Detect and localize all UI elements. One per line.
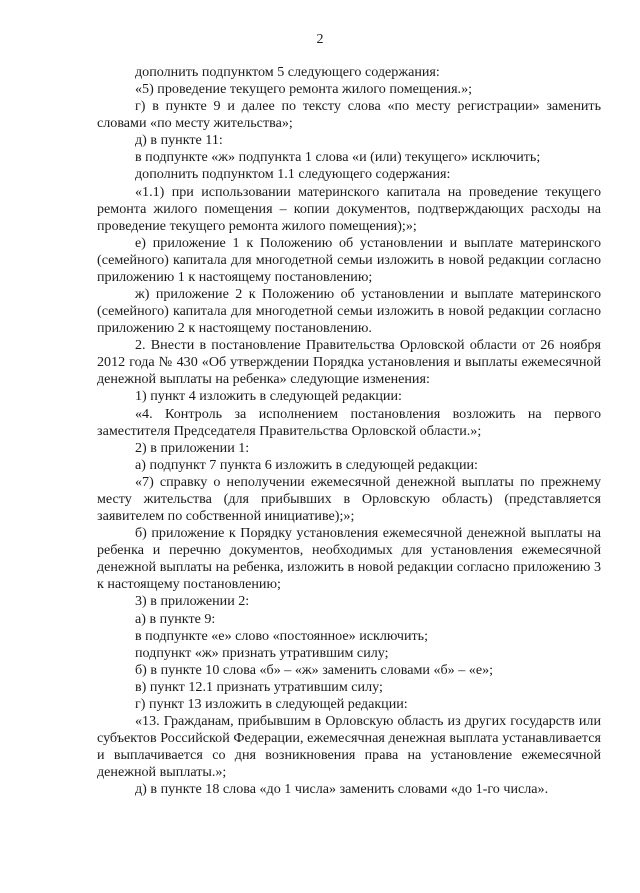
- paragraph-12: «4. Контроль за исполнением постановления возложить на первого заместителя Председателя Правительства Орловской области.»;: [97, 405, 601, 439]
- paragraph-16: б) приложение к Порядку установления ежемесячной денежной выплаты на ребенка и перечню документов, необходимых для установления ежемесячной денежной выплаты на ребенка, изложить в новой редакции согласно приложению 3 к настоящему постановлению;: [97, 525, 601, 593]
- paragraph-8: е) приложение 1 к Положению об установлении и выплате материнского (семейного) капитала для многодетной семьи изложить в новой редакции согласно приложению 1 к настоящему постановлению;: [97, 234, 601, 285]
- paragraph-10: 2. Внести в постановление Правительства Орловской области от 26 ноября 2012 года № 430 «Об утверждении Порядка установления и выплаты ежемесячной денежной выплаты на ребенка» следующие изменения:: [97, 337, 601, 388]
- paragraph-17: 3) в приложении 2:: [135, 593, 250, 610]
- document-body: [97, 64, 601, 798]
- paragraph-20: подпункт «ж» признать утратившим силу;: [135, 644, 389, 661]
- paragraph-23: г) пункт 13 изложить в следующей редакции:: [135, 695, 408, 712]
- paragraph-1: дополнить подпунктом 5 следующего содержания:: [135, 64, 440, 80]
- paragraph-19: в подпункте «е» слово «постоянное» исключить;: [135, 627, 429, 644]
- paragraph-4: д) в пункте 11:: [135, 132, 223, 149]
- paragraph-22: в) пункт 12.1 признать утратившим силу;: [135, 678, 383, 695]
- paragraph-21: б) в пункте 10 слова «б» – «ж» заменить словами «б» – «е»;: [135, 661, 494, 678]
- page-number: 2: [316, 32, 324, 47]
- paragraph-11: 1) пункт 4 изложить в следующей редакции:: [135, 388, 402, 405]
- paragraph-5: в подпункте «ж» подпункта 1 слова «и (или) текущего» исключить;: [135, 149, 541, 166]
- paragraph-7: «1.1) при использовании материнского капитала на проведение текущего ремонта жилого помещения – копии документов, подтверждающих расходы на проведение текущего ремонта жилого помещения);»;: [97, 183, 601, 234]
- paragraph-2: «5) проведение текущего ремонта жилого помещения.»;: [135, 81, 473, 98]
- paragraph-6: дополнить подпунктом 1.1 следующего содержания:: [135, 166, 451, 183]
- paragraph-25: д) в пункте 18 слова «до 1 числа» заменить словами «до 1-го числа».: [135, 781, 549, 798]
- paragraph-14: а) подпункт 7 пункта 6 изложить в следующей редакции:: [135, 456, 478, 473]
- paragraph-13: 2) в приложении 1:: [135, 439, 250, 456]
- paragraph-3: г) в пункте 9 и далее по тексту слова «по месту регистрации» заменить словами «по месту жительства»;: [97, 98, 601, 132]
- paragraph-24: «13. Гражданам, прибывшим в Орловскую область из других государств или субъектов Российской Федерации, ежемесячная денежная выплата устанавливается и выплачивается со дня возникновения права на установление ежемесячной денежной выплаты.»;: [97, 712, 601, 781]
- paragraph-9: ж) приложение 2 к Положению об установлении и выплате материнского (семейного) капитала для многодетной семьи изложить в новой редакции согласно приложению 2 к настоящему постановлению.: [97, 286, 601, 337]
- paragraph-15: «7) справку о неполучении ежемесячной денежной выплаты по прежнему месту жительства (для прибывших в Орловскую область) (представляется заявителем по собственной инициативе);»;: [97, 473, 601, 525]
- paragraph-18: а) в пункте 9:: [135, 610, 216, 627]
